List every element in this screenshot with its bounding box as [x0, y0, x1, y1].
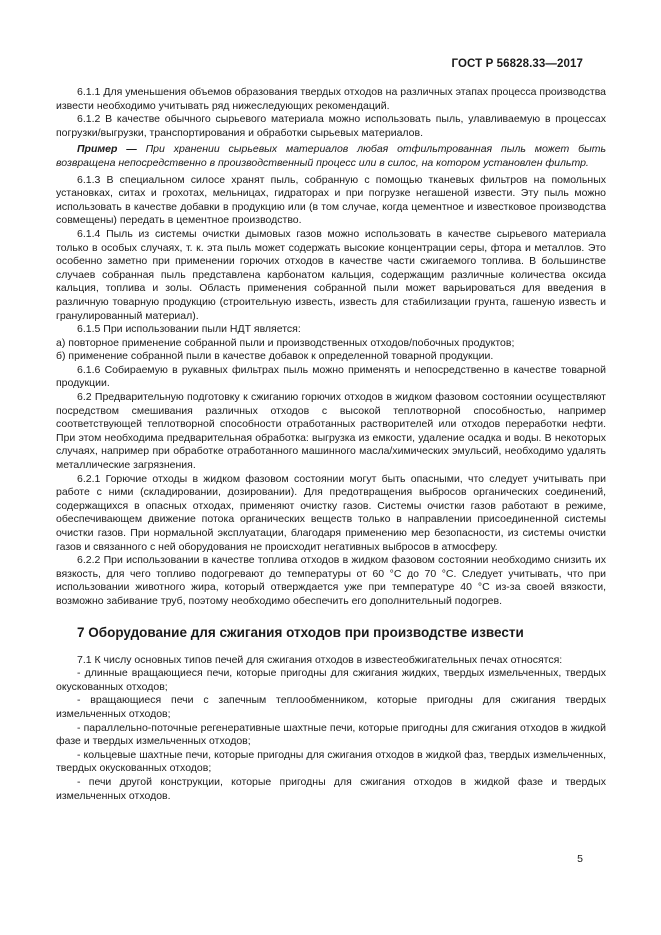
- paragraph-6-1-2: 6.1.2 В качестве обычного сырьевого материала можно использовать пыль, улавливаемую в процессах погрузки/выгрузки, транспортирования и обработки сырьевых материалов.: [56, 113, 606, 139]
- paragraph-6-1-5: 6.1.5 При использовании пыли НДТ является:: [77, 323, 301, 336]
- paragraph-6-2-1: 6.2.1 Горючие отходы в жидком фазовом состоянии могут быть опасными, что следует учитывать при работе с ними (складировании, дозировании). Для предотвращения выбросов органических соединений, содержащихся в опасных отходах, применяют очистку газов. Системы очистки газов работают в режиме, обеспечивающем движение потока органических веществ только в направлении присоединенной системы очистки газов. При нормальной эксплуатации, благодаря применению мер безопасности, из системы очистки газов и связанного с ней оборудования не происходит негативных выбросов в атмосферу.: [56, 472, 606, 553]
- paragraph-6-1-1: 6.1.1 Для уменьшения объемов образования твердых отходов на различных этапах процесса производства извести необходимо учитывать ряд нижеследующих рекомендаций.: [56, 86, 606, 112]
- furnace-list-item: - печи другой конструкции, которые пригодны для сжигания отходов в жидкой фазе и твердых измельченных отходов.: [56, 775, 606, 802]
- furnace-list-item: - вращающиеся печи с запечным теплообменником, которые пригодны для сжигания твердых измельченных отходов;: [56, 694, 606, 720]
- paragraph-6-1-6: 6.1.6 Собираемую в рукавных фильтрах пыль можно применять и непосредственно в качестве товарной продукции.: [56, 363, 606, 390]
- paragraph-6-2-2: 6.2.2 При использовании в качестве топлива отходов в жидком фазовом состоянии необходимо снизить их вязкость, для чего топливо подогревают до температуры от 60 °C до 70 °C. Следует учитывать, что при использовании животного жира, который отверждается уже при температуре 40 °C из-за своей вязкости, возможно забивание труб, поэтому необходимо обеспечить его дополнительный подогрев.: [56, 554, 606, 607]
- furnace-list-item: - длинные вращающиеся печи, которые пригодны для сжигания жидких, твердых измельченных, твердых окускованных отходов;: [56, 667, 606, 693]
- example-label: Пример —: [77, 143, 137, 156]
- page-body: [56, 86, 606, 803]
- section-7-heading: 7 Оборудование для сжигания отходов при производстве извести: [77, 624, 524, 640]
- paragraph-6-1-4: 6.1.4 Пыль из системы очистки дымовых газов можно использовать в качестве сырьевого материала только в особых случаях, т. к. эта пыль может содержать высокие концентрации серы, фтора и металлов. Это особенно заметно при применении горючих отходов в качестве части сжигаемого топлива. В большинстве случаев собранная пыль представлена карбонатом кальция, содержащим различные количества оксида кальция, топлива и золы. Область применения собранной пыли может варьироваться для введения в различную товарную продукцию (строительную известь, известь для стабилизации грунта, гашеную известь и гранулированный материал).: [56, 227, 606, 322]
- paragraph-6-1-3: 6.1.3 В специальном силосе хранят пыль, собранную с помощью тканевых фильтров на помольных установках, ситах и грохотах, мельницах, гидраторах и при погрузке негашеной извести. Эту пыль можно использовать в качестве добавки в продукцию или (в том случае, когда цементное и известковое производства совмещены) передать в цементное производство.: [56, 173, 606, 227]
- page-number: 5: [577, 853, 583, 865]
- document-header: ГОСТ Р 56828.33—2017: [451, 58, 583, 70]
- paragraph-7-1: 7.1 К числу основных типов печей для сжигания отходов в известеобжигательных печах относятся:: [77, 653, 563, 666]
- list-item-b: б) применение собранной пыли в качестве добавок к определенной товарной продукции.: [56, 350, 494, 363]
- example-note: [56, 143, 606, 170]
- paragraph-6-2: 6.2 Предварительную подготовку к сжиганию горючих отходов в жидком фазовом состоянии осуществляют посредством смешивания различных отходов с высокой теплотворной способностью, например соответствующей теплотворной способности отработанных растворителей или отходов переработки нефти. При этом необходима предварительная обработка: выгрузка из емкости, удаление осадка и воды. В некоторых случаях, например при обработке отработанного машинного масла/химических эмульсий, необходимо удалять металлические загрязнения.: [56, 391, 606, 472]
- furnace-list-item: - параллельно-поточные регенеративные шахтные печи, которые пригодны для сжигания отходов в жидкой фазе и твердых измельченных отходов;: [56, 721, 606, 748]
- example-text: При хранении сырьевых материалов любая отфильтрованная пыль может быть возвращена непосредственно в производственный процесс или в силос, на котором установлен фильтр.: [56, 143, 606, 169]
- list-item-a: а) повторное применение собранной пыли и производственных отходов/побочных продуктов;: [56, 336, 515, 349]
- furnace-list-item: - кольцевые шахтные печи, которые пригодны для сжигания отходов в жидкой фаз, твердых измельченных, твердых окускованных отходов;: [56, 748, 606, 775]
